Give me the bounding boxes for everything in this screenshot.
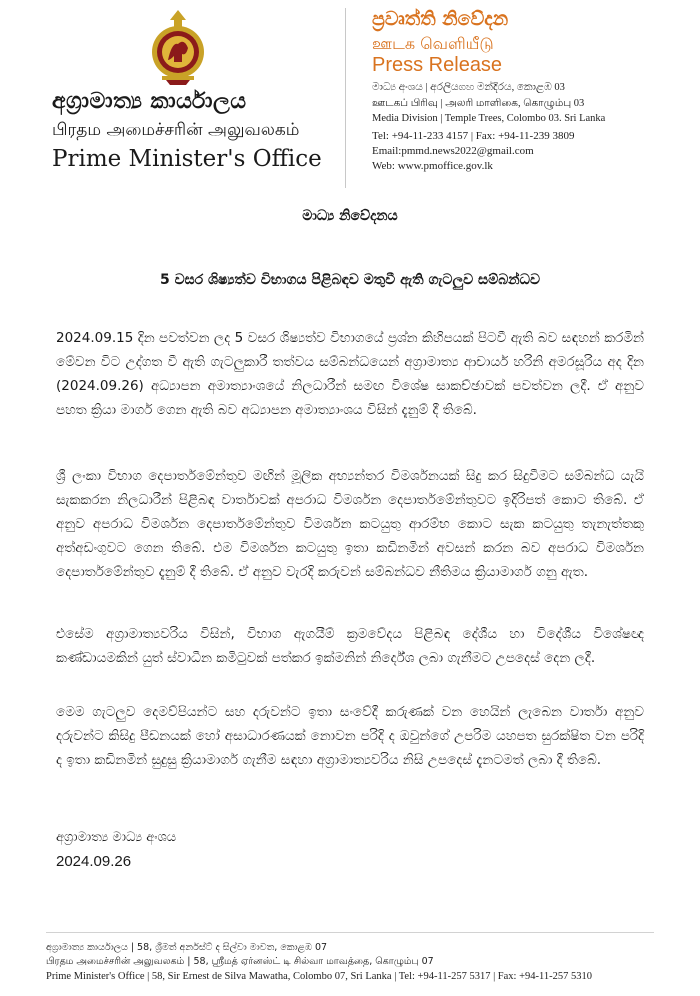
paragraph-4: මෙම ගැටලුව දෙමව්පියන්ට සහ දරුවන්ට ඉතා සංවේදී කරුණක් වන හෙයින් ලැබෙන වාර්තා අනුව දරුවන්ට කිසිදු පීඩනයක් හෝ අසාධාරණයක් නොවන පරිදි ද ඔවුන්ගේ උපරිම යහපත සුරක්ෂිත වන පරිදි ද ඉතා කඩිනමින් සුදුසු ක්‍රියාමාර්ග ගැනීම සඳහා අග්‍රාමාත්‍යවරිය නිසි උපදෙස් දැනටමත් ලබා දී තිබේ. xyxy=(56,704,644,768)
footer-sinhala: අග්‍රාමාත්‍ය කාර්යාලය | 58, ශ්‍රීමත් අර්නස්ට් ද සිල්වා මාවත, කොළඹ 07 xyxy=(46,942,328,953)
website: Web: www.pmoffice.gov.lk xyxy=(372,160,493,172)
sri-lanka-emblem-icon xyxy=(146,8,210,86)
email-address: Email:pmmd.news2022@gmail.com xyxy=(372,145,534,157)
signature-department: අග්‍රාමාත්‍ය මාධ්‍ය අංශය xyxy=(56,830,177,845)
paragraph-3: එසේම අග්‍රාමාත්‍යවරිය විසින්, විභාග ඇගයීම් ක්‍රමවේදය පිළිබඳ දේශීය හා විදේශීය විශේෂඥ කණ්ඩායමකින් යුත් ස්වාධීන කමිටුවක් පත්කර ඉක්මනින් නිර්දේශ ලබා ගැනීමට උපදෙස් දෙන ලදී. xyxy=(56,626,644,666)
header-divider xyxy=(345,8,346,188)
footer-divider xyxy=(46,932,654,933)
tel-fax: Tel: +94-11-233 4157 | Fax: +94-11-239 3809 xyxy=(372,130,575,142)
address-sinhala: මාධ්‍ය අංශය | අරලියගහ මන්දිරය, කොළඹ 03 xyxy=(372,82,565,93)
paragraph-1: 2024.09.15 දින පවත්වන ලද 5 වසර ශිෂ්‍යත්ව විභාගයේ ප්‍රශ්න කිහිපයක් පිටවී ඇති බව සඳහන් කරමින් මේවන විට උද්ගත වී ඇති ගැටලුකාරී තත්වය සම්බන්ධයෙන් අග්‍රාමාත්‍ය ආචාර්ය හරිනි අමරසූරිය අද දින (2024.09.26) අධ්‍යාපන අමාත්‍යාංශයේ නිලධාරීන් සමඟ විශේෂ සාකච්ඡාවක් පවත්වන ලදී. ඒ අනුව පහත ක්‍රියා මාර්ග ගෙන ඇති බව අධ්‍යාපන අමාත්‍යාංශය විසින් දැනුම් දී තිබේ. xyxy=(56,330,644,418)
footer-english: Prime Minister's Office | 58, Sir Ernest de Silva Mawatha, Colombo 07, Sri Lanka | Tel: +94-11-257 5317 | Fax: +94-11-257 5310 xyxy=(46,971,592,982)
address-tamil: ஊடகப் பிரிவு | அலரி மாளிகை, கொழும்பு 03 xyxy=(372,98,585,109)
paragraph-2: ශ්‍රී ලංකා විභාග දෙපාර්තමේන්තුව මඟින් මූලික අභ්‍යන්තර විමර්ශනයක් සිදු කර සිදුවීමට සම්බන්ධ යැයි සැකකරන නිලධාරීන් පිළිබඳ වාර්තාවක් අපරාධ විමර්ශන දෙපාර්තමේන්තුවට ඉදිරිපත් කොට තිබේ. ඒ අනුව අපරාධ විමර්ශන දෙපාර්තමේන්තුව විමර්ශන කටයුතු ආරම්භ කොට සැක කටයුතු තැනැත්තකු අත්අඩංගුවට ගෙන තිබේ. එම විමර්ශන කටයුතු ඉතා කඩිනමින් අවසන් කරන බව අපරාධ විමර්ශන දෙපාර්තමේන්තුව දැනුම් දී තිබේ. ඒ අනුව වැරදි කරුවන් සම්බන්ධව නීතිමය ක්‍රියාමාර්ග ගනු ඇත. xyxy=(56,468,644,580)
press-release-sinhala: ප්‍රවෘත්ති නිවේදන xyxy=(372,8,509,30)
document-title: 5 වසර ශිෂ්‍යත්ව විභාගය පිළිබඳව මතුවී ඇති ගැටලුව සම්බන්ධව xyxy=(159,272,541,288)
press-release-english: Press Release xyxy=(372,54,503,76)
footer-tamil: பிரதம அமைச்சரின் அலுவலகம் | 58, ஸ்ரீமத் ஏர்னஸ்ட் டி சில்வா மாவத்தை, கொழும்பு 07 xyxy=(46,956,434,967)
office-name-sinhala: අග්‍රාමාත්‍ය කාර්යාලය xyxy=(52,88,247,114)
document-heading: මාධ්‍ය නිවේදනය xyxy=(302,208,398,224)
signature-date: 2024.09.26 xyxy=(56,853,132,870)
office-name-english: Prime Minister's Office xyxy=(52,146,322,172)
letterhead xyxy=(0,0,700,190)
press-release-tamil: ஊடக வெளியீடு xyxy=(372,34,494,53)
office-name-tamil: பிரதம அமைச்சரின் அலுவலகம் xyxy=(52,120,300,140)
address-english: Media Division | Temple Trees, Colombo 03. Sri Lanka xyxy=(372,113,606,124)
